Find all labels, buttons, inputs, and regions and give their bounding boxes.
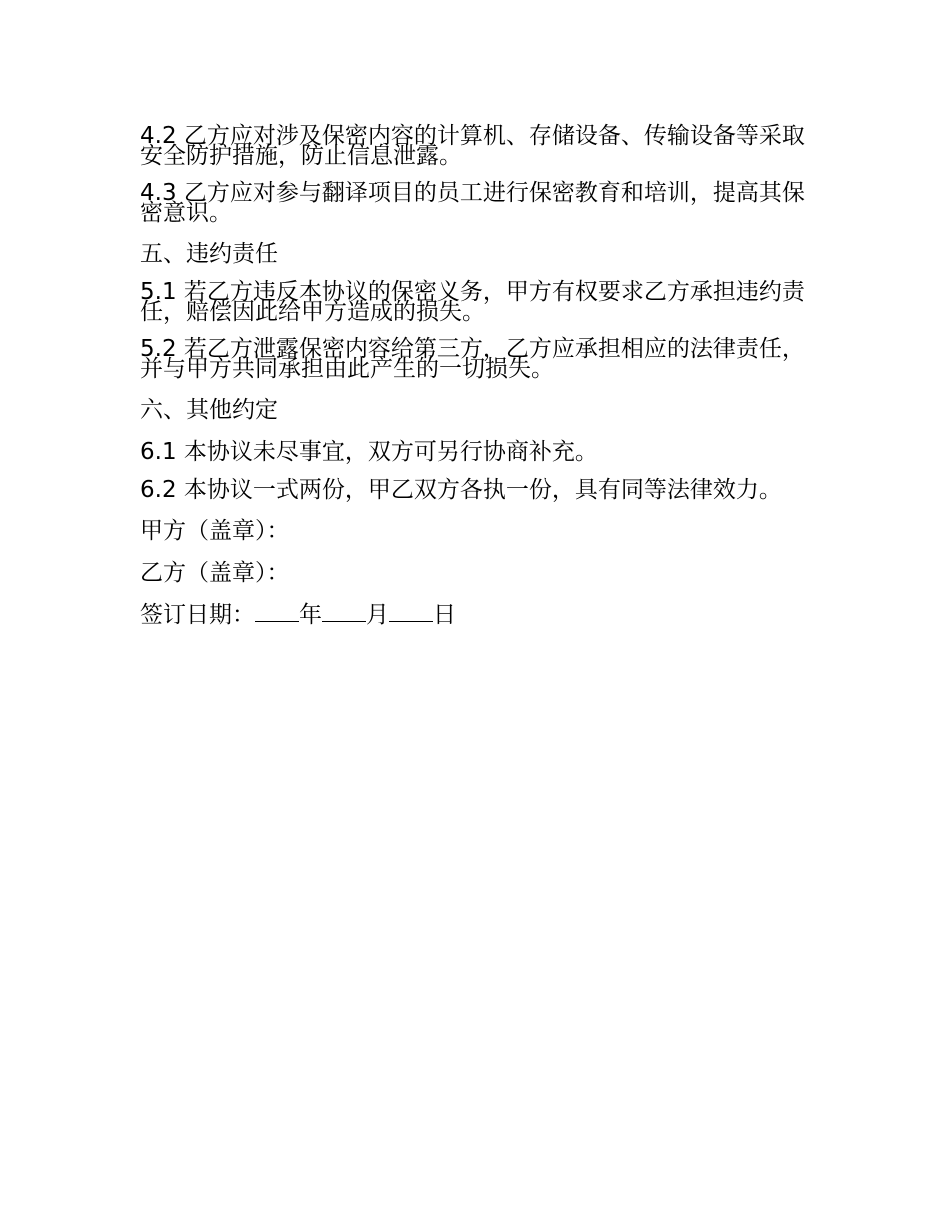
day-blank [389, 603, 433, 622]
clause-4-3: 4.3 乙方应对参与翻译项目的员工进行保密教育和培训，提高其保密意识。 [140, 180, 805, 226]
month-blank [322, 603, 366, 622]
month-label: 月 [366, 602, 389, 628]
year-blank [255, 603, 299, 622]
document-body [140, 123, 806, 643]
clause-5-1: 5.1 若乙方违反本协议的保密义务，甲方有权要求乙方承担违约责任，赔偿因此给甲方造成的损失。 [140, 279, 805, 325]
clause-6-2: 6.2 本协议一式两份，甲乙双方各执一份，具有同等法律效力。 [140, 477, 782, 503]
year-label: 年 [299, 602, 322, 628]
section-6-heading: 六、其他约定 [140, 397, 278, 423]
sign-date-line [140, 601, 806, 629]
clause-4-2: 4.2 乙方应对涉及保密内容的计算机、存储设备、传输设备等采取安全防护措施，防止信息泄露。 [140, 123, 805, 169]
clause-5-2: 5.2 若乙方泄露保密内容给第三方，乙方应承担相应的法律责任，并与甲方共同承担由此产生的一切损失。 [140, 336, 805, 382]
party-b-seal: 乙方（盖章）： [140, 560, 290, 586]
section-5-heading: 五、违约责任 [140, 241, 278, 267]
day-label: 日 [433, 602, 456, 628]
party-a-seal: 甲方（盖章）： [140, 518, 290, 544]
clause-6-1: 6.1 本协议未尽事宜，双方可另行协商补充。 [140, 439, 598, 465]
sign-date-label: 签订日期： [140, 602, 255, 628]
